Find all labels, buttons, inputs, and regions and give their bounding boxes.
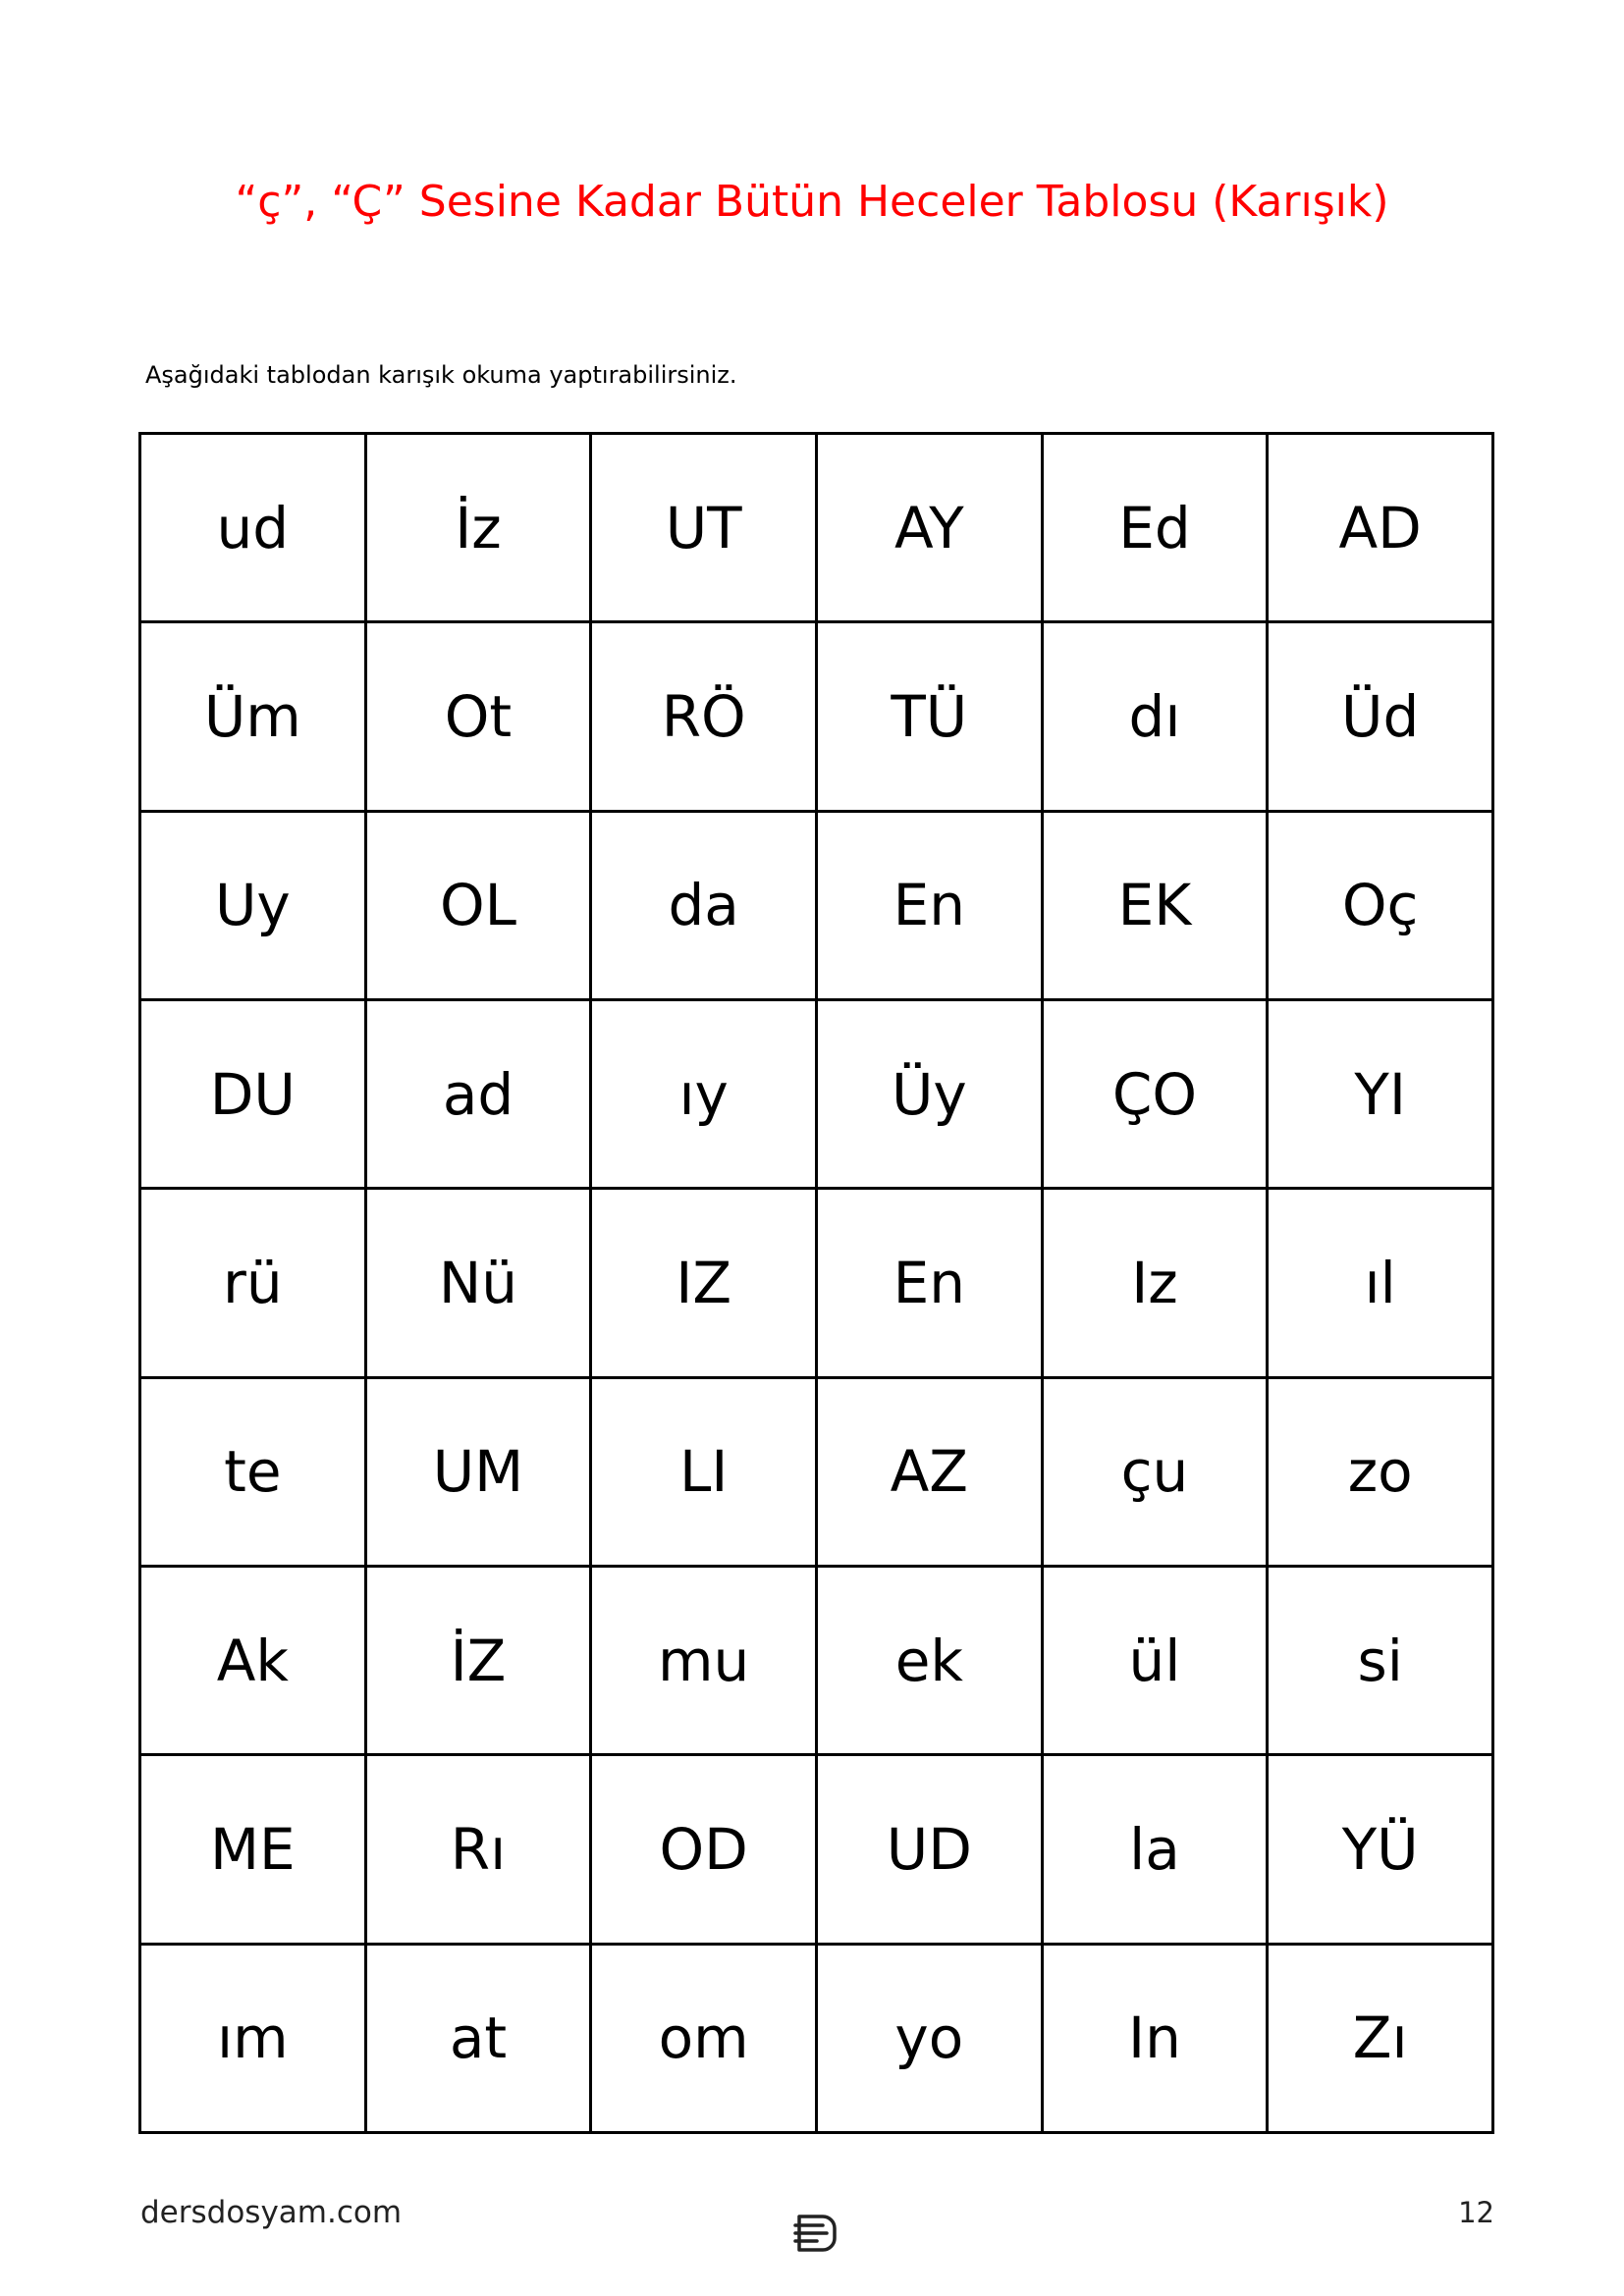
instruction-text: Aşağıdaki tablodan karışık okuma yaptırabilirsiniz.: [145, 361, 737, 389]
table-cell: te: [141, 1379, 367, 1568]
table-cell: ıl: [1269, 1190, 1494, 1378]
table-cell: la: [1044, 1756, 1270, 1945]
table-cell: In: [1044, 1946, 1270, 2134]
table-cell: YI: [1269, 1001, 1494, 1190]
table-cell: ÇO: [1044, 1001, 1270, 1190]
table-cell: TÜ: [818, 623, 1044, 812]
table-cell: mu: [592, 1568, 818, 1756]
table-cell: çu: [1044, 1379, 1270, 1568]
table-cell: dı: [1044, 623, 1270, 812]
table-cell: OD: [592, 1756, 818, 1945]
document-lines-icon: [793, 2213, 839, 2254]
table-cell: IZ: [592, 1190, 818, 1378]
table-cell: ad: [367, 1001, 593, 1190]
table-cell: Ak: [141, 1568, 367, 1756]
table-cell: UD: [818, 1756, 1044, 1945]
table-cell: da: [592, 813, 818, 1001]
table-cell: Iz: [1044, 1190, 1270, 1378]
table-cell: UM: [367, 1379, 593, 1568]
table-cell: OL: [367, 813, 593, 1001]
table-cell: RÖ: [592, 623, 818, 812]
table-cell: om: [592, 1946, 818, 2134]
table-cell: yo: [818, 1946, 1044, 2134]
table-cell: UT: [592, 435, 818, 623]
table-cell: Üy: [818, 1001, 1044, 1190]
table-cell: Zı: [1269, 1946, 1494, 2134]
table-cell: ek: [818, 1568, 1044, 1756]
syllable-table: [138, 432, 1494, 2134]
table-cell: ME: [141, 1756, 367, 1945]
table-cell: si: [1269, 1568, 1494, 1756]
table-cell: En: [818, 813, 1044, 1001]
page-number: 12: [1458, 2196, 1494, 2229]
table-cell: ül: [1044, 1568, 1270, 1756]
table-cell: EK: [1044, 813, 1270, 1001]
table-cell: zo: [1269, 1379, 1494, 1568]
table-cell: Ot: [367, 623, 593, 812]
table-cell: ıy: [592, 1001, 818, 1190]
table-cell: Oç: [1269, 813, 1494, 1001]
table-cell: İz: [367, 435, 593, 623]
table-cell: Üm: [141, 623, 367, 812]
page-title: “ç”, “Ç” Sesine Kadar Bütün Heceler Tablosu (Karışık): [235, 177, 1389, 227]
table-cell: Uy: [141, 813, 367, 1001]
table-cell: Rı: [367, 1756, 593, 1945]
table-cell: Üd: [1269, 623, 1494, 812]
table-cell: AD: [1269, 435, 1494, 623]
table-cell: DU: [141, 1001, 367, 1190]
table-cell: ud: [141, 435, 367, 623]
table-cell: AY: [818, 435, 1044, 623]
table-cell: at: [367, 1946, 593, 2134]
table-cell: En: [818, 1190, 1044, 1378]
table-cell: İZ: [367, 1568, 593, 1756]
table-cell: YÜ: [1269, 1756, 1494, 1945]
table-cell: Nü: [367, 1190, 593, 1378]
table-cell: AZ: [818, 1379, 1044, 1568]
footer-site-name: dersdosyam.com: [140, 2195, 403, 2230]
table-cell: LI: [592, 1379, 818, 1568]
table-cell: rü: [141, 1190, 367, 1378]
table-cell: ım: [141, 1946, 367, 2134]
table-cell: Ed: [1044, 435, 1270, 623]
